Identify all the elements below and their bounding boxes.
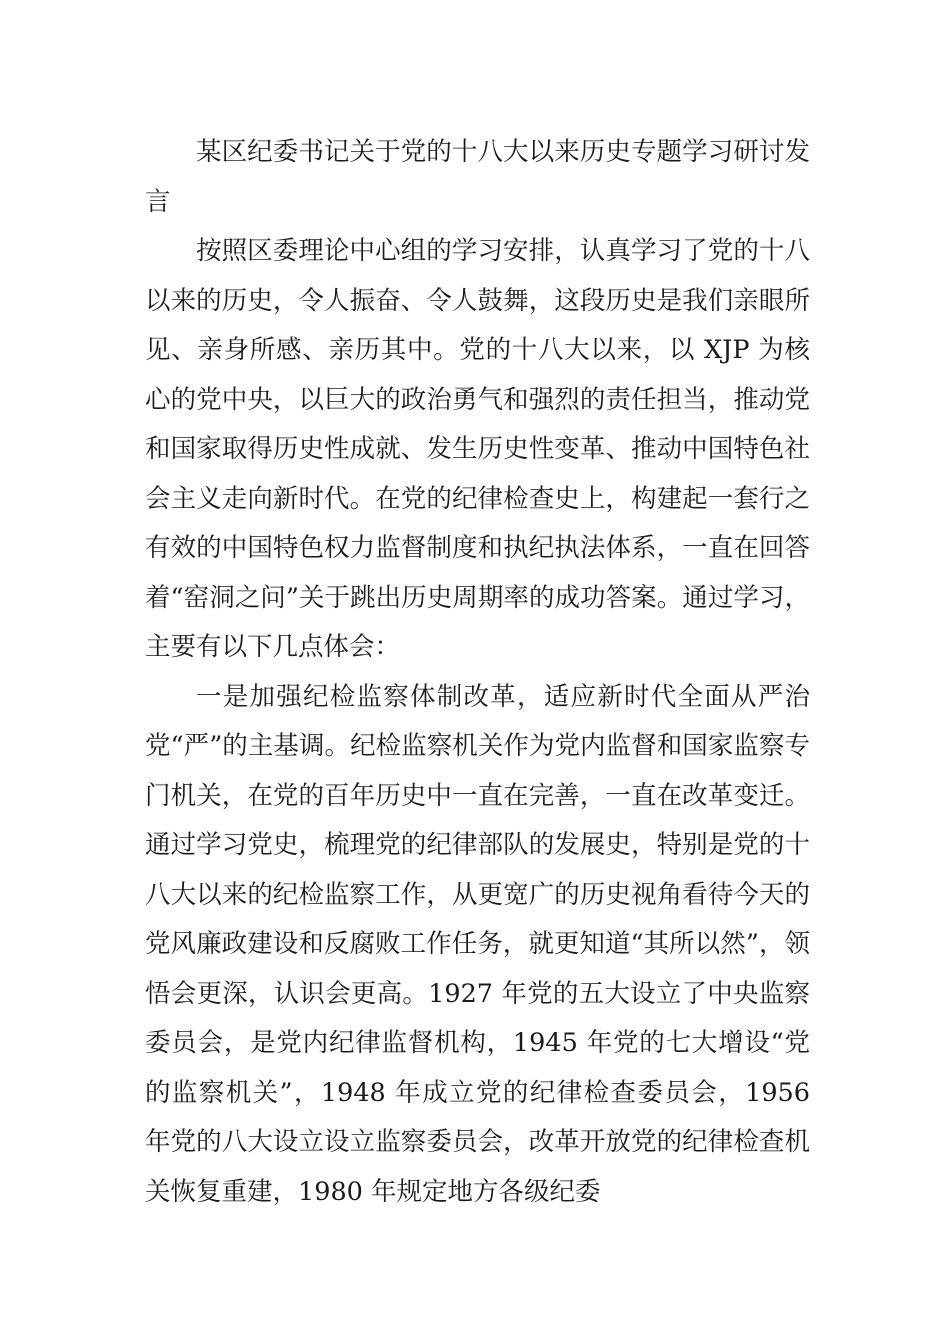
paragraph-intro: 按照区委理论中心组的学习安排，认真学习了党的十八以来的历史，令人振奋、令人鼓舞，这段历史是我们亲眼所见、亲身所感、亲历其中。党的十八大以来，以 XJP 为核心的党中央，以巨大的政治勇气和强烈的责任担当，推动党和国家取得历史性成就、发生历史性变革、推动中国特色社会主义走向新时代。在党的纪律检查史上，构建起一套行之有效的中国特色权力监督制度和执纪执法体系，一直在回答着“窑洞之问”关于跳出历史周期率的成功答案。通过学习，主要有以下几点体会： xyxy=(145,236,810,662)
document-body xyxy=(145,128,810,1217)
document-title: 某区纪委书记关于党的十八大以来历史专题学习研讨发言 xyxy=(145,137,810,217)
paragraph-point-one: 一是加强纪检监察体制改革，适应新时代全面从严治党“严”的主基调。纪检监察机关作为党内监督和国家监察专门机关，在党的百年历史中一直在完善，一直在改革变迁。通过学习党史，梳理党的纪律部队的发展史，特别是党的十八大以来的纪检监察工作，从更宽广的历史视角看待今天的党风廉政建设和反腐败工作任务，就更知道“其所以然”，领悟会更深，认识会更高。1927 年党的五大设立了中央监察委员会，是党内纪律监督机构，1945 年党的七大增设“党的监察机关”，1948 年成立党的纪律检查委员会，1956 年党的八大设立设立监察委员会，改革开放党的纪律检查机关恢复重建，1980 年规定地方各级纪委 xyxy=(145,681,810,1207)
